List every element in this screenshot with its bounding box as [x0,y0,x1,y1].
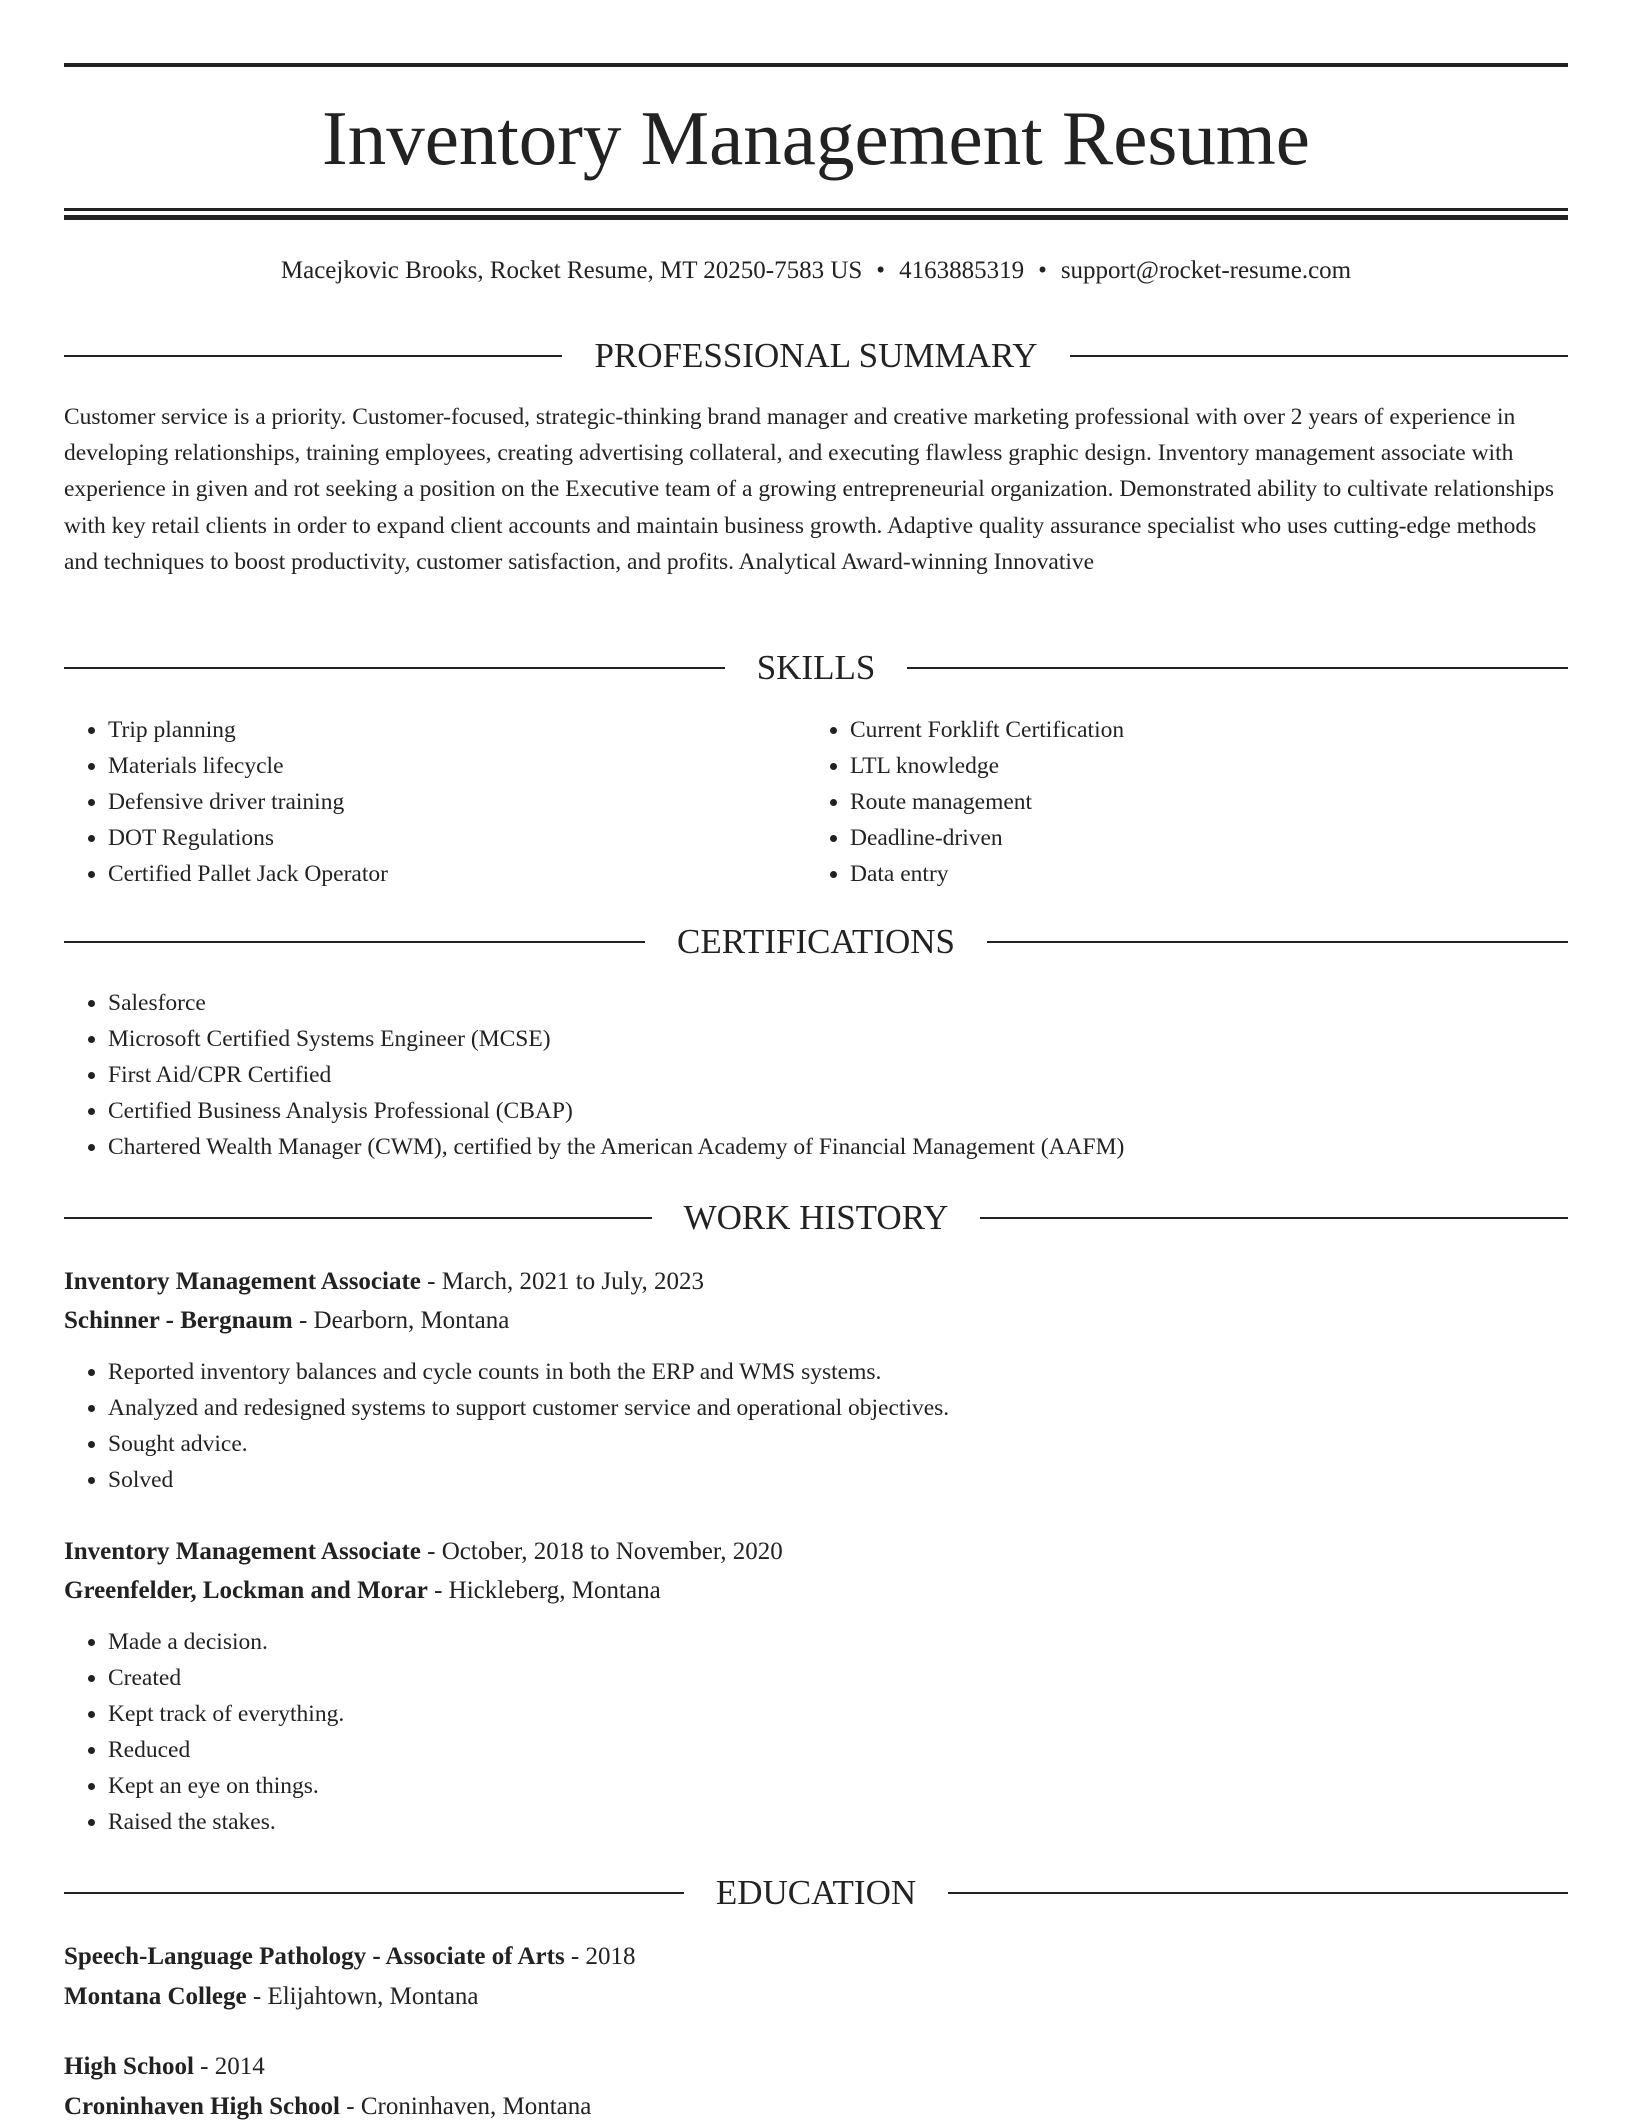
skill-item: • Materials lifecycle [108,748,764,784]
heading-rule [980,1217,1568,1219]
skills-left-column [64,712,764,892]
summary-text: Customer service is a priority. Customer-focused, strategic-thinking brand manager and creative marketing professional with over 2 years of experience in developing relationships, training employees, creating advertising collateral, and executing flawless graphic design. Inventory management associate with experience in given and rot seeking a position on the Executive team of a growing entrepreneurial organization. Demonstrated ability to cultivate relationships with key retail clients in order to expand client accounts and maintain business growth. Adaptive quality assurance specialist who uses cutting-edge methods and techniques to boost productivity, customer satisfaction, and profits. Analytical Award-winning Innovative [64,404,1555,575]
job-bullet: • Reported inventory balances and cycle counts in both the ERP and WMS systems. [108,1354,1568,1390]
skills-heading [64,646,1568,690]
skill-item: • Trip planning [108,712,764,748]
education-location: - Croninhaven, Montana [340,2093,592,2120]
contact-line [64,254,1568,288]
job-title-line [64,1262,1568,1301]
job-company: Greenfelder, Lockman and Morar [64,1577,428,1604]
job-bullet: • Made a decision. [108,1624,1568,1660]
contact-separator: • [876,257,886,284]
skill-item: • LTL knowledge [850,748,1506,784]
job-location: - Hickleberg, Montana [427,1577,661,1604]
skill-item: • Deadline-driven [850,820,1506,856]
certifications-list [64,985,1568,1165]
certification-item: • Certified Business Analysis Professional (CBAP) [108,1093,1568,1129]
education-school: Montana College [64,1983,247,2010]
education-year: - 2014 [193,2053,265,2080]
job-bullets [64,1624,1568,1840]
job-dates: - March, 2021 to July, 2023 [420,1268,704,1295]
certification-item: • Chartered Wealth Manager (CWM), certified by the American Academy of Financial Management (AAFM) [108,1129,1568,1165]
job-company-line [64,1301,1568,1340]
work-history-heading [64,1196,1568,1240]
job-bullet: • Solved [108,1462,1568,1498]
job-entry [64,1262,1568,1498]
education-degree-line [64,1937,1568,1977]
job-title: Inventory Management Associate [64,1268,421,1295]
heading-rule [948,1892,1568,1894]
job-bullet: • Kept an eye on things. [108,1768,1568,1804]
heading-rule [1070,355,1568,357]
skills-heading-label: SKILLS [756,648,876,687]
contact-separator: • [1038,257,1047,284]
title-rule-thin [64,208,1568,211]
page-title: Inventory Management Resume [322,95,1310,181]
heading-rule [64,1892,684,1894]
heading-rule [64,355,562,357]
work-history-heading-label: WORK HISTORY [683,1198,949,1237]
skill-item: • Route management [850,784,1506,820]
education-entry [64,1937,1568,2017]
skill-item: • DOT Regulations [108,820,764,856]
skill-item: • Data entry [850,856,1506,892]
education-heading [64,1871,1568,1915]
job-location: - Dearborn, Montana [292,1307,510,1334]
job-bullet: • Raised the stakes. [108,1804,1568,1840]
job-bullets [64,1354,1568,1498]
education-location: - Elijahtown, Montana [246,1983,479,2010]
contact-phone: 4163885319 [899,257,1025,284]
job-company-line [64,1571,1568,1610]
education-degree: High School [64,2053,194,2080]
education-school: Croninhaven High School [64,2093,341,2120]
education-school-line [64,1977,1568,2017]
job-bullet: • Analyzed and redesigned systems to support customer service and operational objectives. [108,1390,1568,1426]
certification-item: • Microsoft Certified Systems Engineer (MCSE) [108,1021,1568,1057]
heading-rule [64,667,725,669]
education-degree-line [64,2047,1568,2087]
certification-item: • First Aid/CPR Certified [108,1057,1568,1093]
education-entry [64,2047,1568,2127]
job-dates: - October, 2018 to November, 2020 [420,1538,783,1565]
heading-rule [987,941,1568,943]
education-heading-label: EDUCATION [715,1873,917,1912]
heading-rule [64,941,645,943]
education-degree: Speech-Language Pathology - Associate of Arts [64,1943,565,1970]
contact-address: Macejkovic Brooks, Rocket Resume, MT 20250-7583 US [280,257,863,284]
certification-item: • Salesforce [108,985,1568,1021]
skill-item: • Certified Pallet Jack Operator [108,856,764,892]
summary-heading-label: PROFESSIONAL SUMMARY [594,336,1038,375]
job-bullet: • Sought advice. [108,1426,1568,1462]
skills-right-list [806,712,1506,892]
contact-email: support@rocket-resume.com [1060,257,1352,284]
heading-rule [907,667,1568,669]
job-title: Inventory Management Associate [64,1538,421,1565]
job-title-line [64,1532,1568,1571]
heading-rule [64,1217,652,1219]
summary-heading [64,334,1568,378]
title-rule-thick [64,215,1568,220]
job-bullet: • Created [108,1660,1568,1696]
certifications-list-wrap [64,985,1568,1165]
top-rule [64,63,1568,67]
skills-right-column [806,712,1506,892]
skills-left-list [64,712,764,892]
job-bullet: • Reduced [108,1732,1568,1768]
certifications-heading [64,920,1568,964]
job-entry [64,1532,1568,1840]
skill-item: • Defensive driver training [108,784,764,820]
job-bullet: • Kept track of everything. [108,1696,1568,1732]
education-year: - 2018 [564,1943,636,1970]
job-company: Schinner - Bergnaum [64,1307,293,1334]
education-school-line [64,2087,1568,2127]
certifications-heading-label: CERTIFICATIONS [677,922,955,961]
skill-item: • Current Forklift Certification [850,712,1506,748]
